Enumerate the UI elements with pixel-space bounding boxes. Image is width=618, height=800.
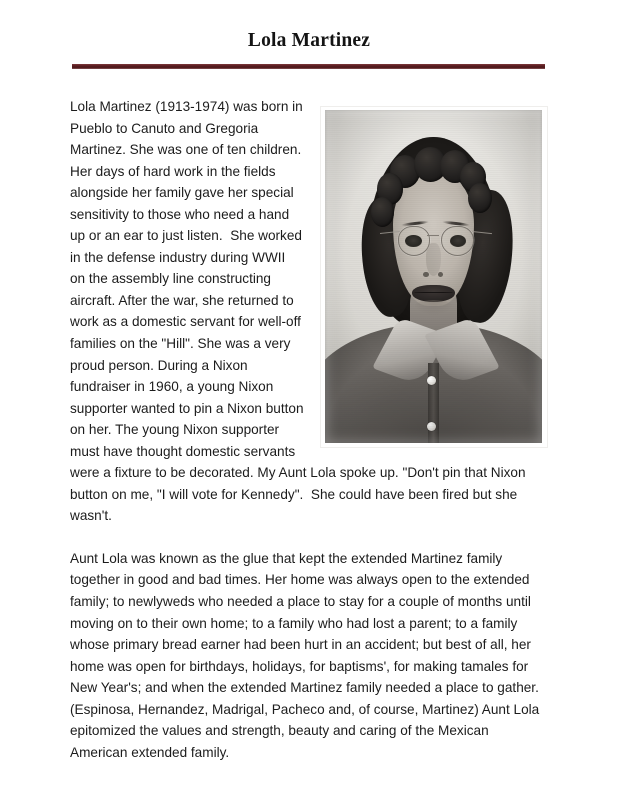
biography-paragraph-2: Aunt Lola was known as the glue that kept the extended Martinez family together in good and bad times. Her home was always open to the extended family; to newlyweds who needed a place to stay for a couple of months until moving on to their own home; to a family who had lost a parent; to a family whose primary bread earner had been hurt in an accident; but best of all, her home was open for birthdays, holidays, for baptisms', for making tamales for New Year's; and when the extended Martinez family needed a place to gather. (Espinosa, Hernandez, Madrigal, Pacheco and, of course, Martinez) Aunt Lola epitomized the values and strength, beauty and caring of the Mexican American extended family.: [70, 550, 544, 760]
biography-paragraph-1: Lola Martinez (1913-1974) was born in Pueblo to Canuto and Gregoria Martinez. She was one of ten children. Her days of hard work in the fields alongside her family gave her special sensitivity to those who need a hand up or an ear to just listen. She worked in the defense industry during WWII on the assembly line constructing aircraft. After the war, she returned to work as a domestic servant for well-off families on the "Hill". She was a very proud person. During a Nixon fundraiser in 1960, a young Nixon supporter wanted to pin a Nixon button on her. The young Nixon supporter must have thought domestic servants were a fixture to be decorated. My Aunt Lola spoke up. "Don't pin that Nixon button on me, "I will vote for Kennedy". She could have been fired but she wasn't.: [70, 99, 530, 524]
portrait-photo: [320, 106, 548, 448]
photo-edge-wear: [325, 110, 542, 443]
photo-image: [325, 110, 542, 443]
title-divider-rule: [72, 64, 545, 69]
document-body: [70, 96, 548, 763]
photo-frame: [320, 106, 548, 448]
page-title: Lola Martinez: [247, 30, 371, 51]
